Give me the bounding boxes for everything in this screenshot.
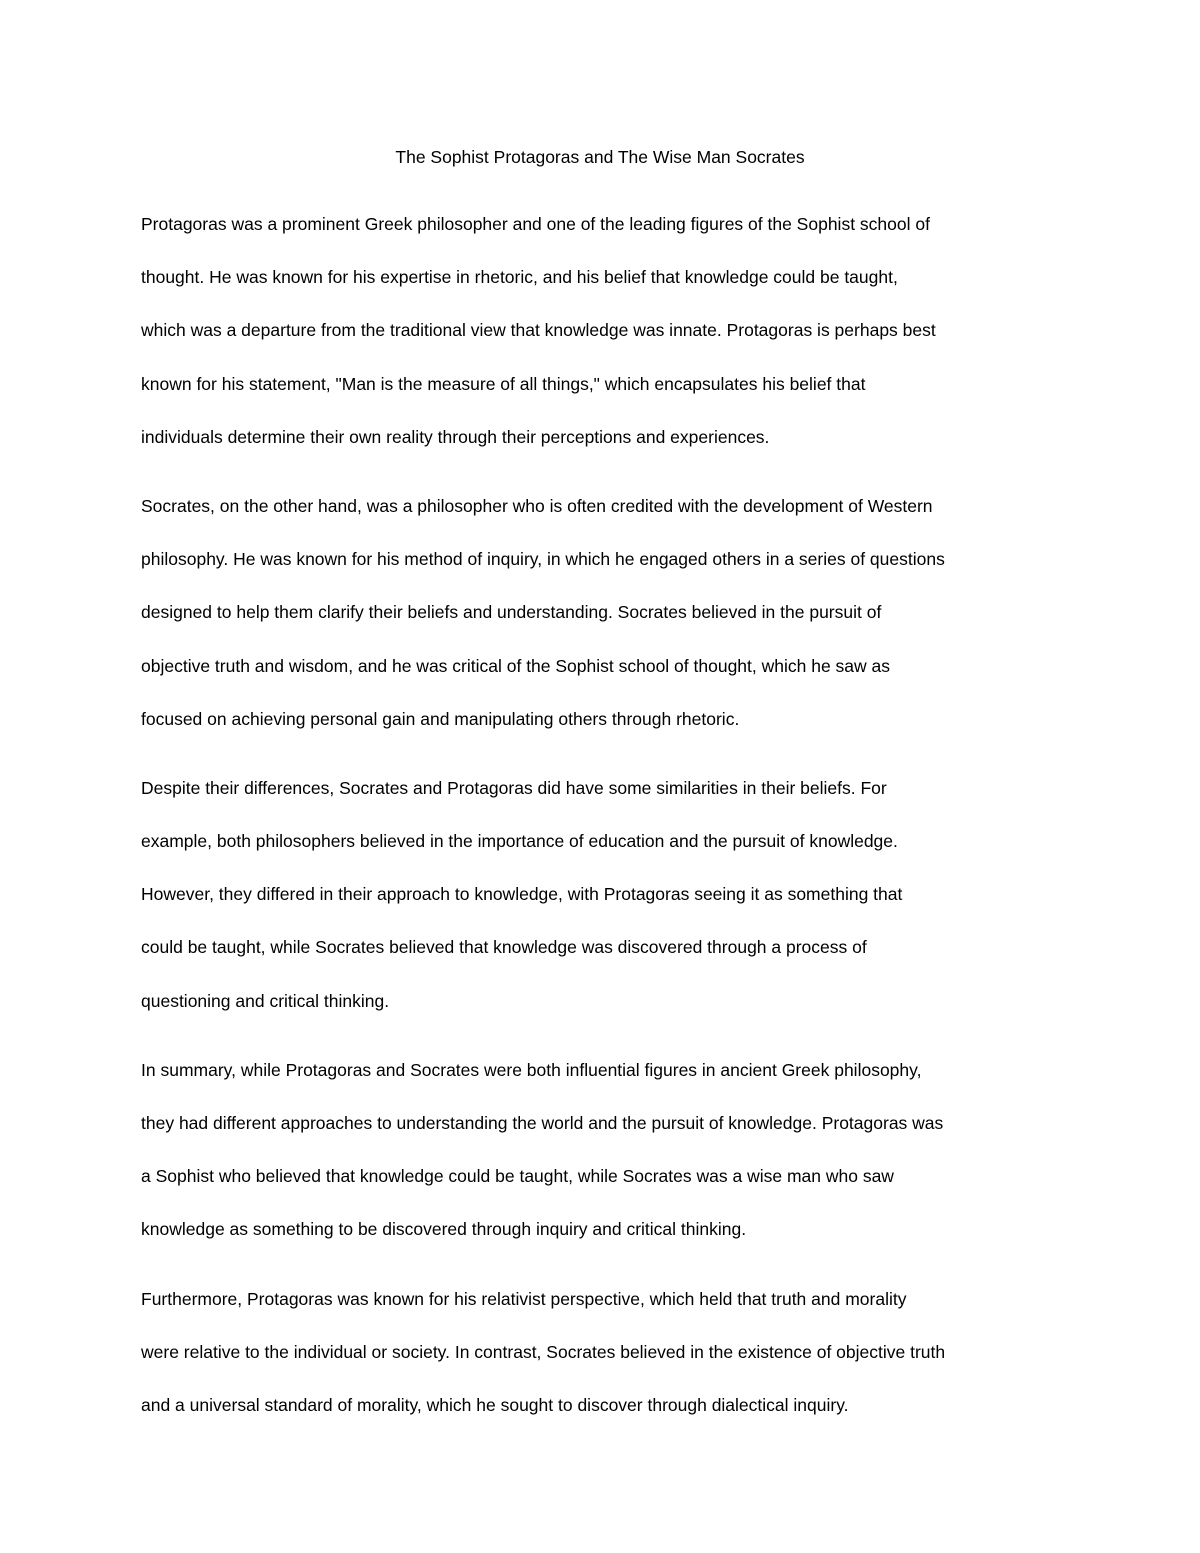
paragraph-summary [141, 1054, 1059, 1267]
text-line: known for his statement, "Man is the measure of all things," which encapsulates his belief that [141, 373, 866, 394]
text-line: In summary, while Protagoras and Socrates were both influential figures in ancient Greek philosophy, [141, 1059, 922, 1080]
text-line: objective truth and wisdom, and he was critical of the Sophist school of thought, which he saw as [141, 655, 891, 676]
paragraph-similarities [141, 772, 1059, 1038]
text-line: focused on achieving personal gain and manipulating others through rhetoric. [141, 708, 740, 729]
text-line: However, they differed in their approach to knowledge, with Protagoras seeing it as something that [141, 884, 903, 905]
paragraph-furthermore [141, 1283, 1059, 1443]
text-line: a Sophist who believed that knowledge could be taught, while Socrates was a wise man who saw [141, 1166, 894, 1187]
document-body [141, 208, 1059, 1458]
text-line: Protagoras was a prominent Greek philosopher and one of the leading figures of the Sophist school of [141, 214, 930, 234]
text-line: and a universal standard of morality, which he sought to discover through dialectical inquiry. [141, 1394, 849, 1415]
text-line: questioning and critical thinking. [141, 990, 390, 1011]
text-line: Furthermore, Protagoras was known for his relativist perspective, which held that truth and morality [141, 1288, 907, 1309]
text-line: were relative to the individual or society. In contrast, Socrates believed in the existence of objective truth [141, 1341, 946, 1362]
text-line: individuals determine their own reality through their perceptions and experiences. [141, 426, 770, 447]
page-title: The Sophist Protagoras and The Wise Man Socrates [395, 147, 805, 167]
text-line: knowledge as something to be discovered through inquiry and critical thinking. [141, 1219, 747, 1240]
paragraph-protagoras [141, 208, 1059, 474]
text-line: which was a departure from the traditional view that knowledge was innate. Protagoras is perhaps best [141, 320, 936, 341]
text-line: thought. He was known for his expertise in rhetoric, and his belief that knowledge could be taught, [141, 267, 898, 288]
text-line: designed to help them clarify their beliefs and understanding. Socrates believed in the pursuit of [141, 602, 882, 623]
text-line: example, both philosophers believed in the importance of education and the pursuit of knowledge. [141, 831, 898, 852]
text-line: they had different approaches to understanding the world and the pursuit of knowledge. Protagoras was [141, 1113, 944, 1133]
text-line: could be taught, while Socrates believed that knowledge was discovered through a process of [141, 937, 867, 958]
text-line: philosophy. He was known for his method of inquiry, in which he engaged others in a series of questions [141, 549, 945, 570]
paragraph-socrates [141, 490, 1059, 756]
text-line: Despite their differences, Socrates and Protagoras did have some similarities in their beliefs. For [141, 777, 887, 798]
text-line: Socrates, on the other hand, was a philosopher who is often credited with the development of Western [141, 495, 933, 516]
